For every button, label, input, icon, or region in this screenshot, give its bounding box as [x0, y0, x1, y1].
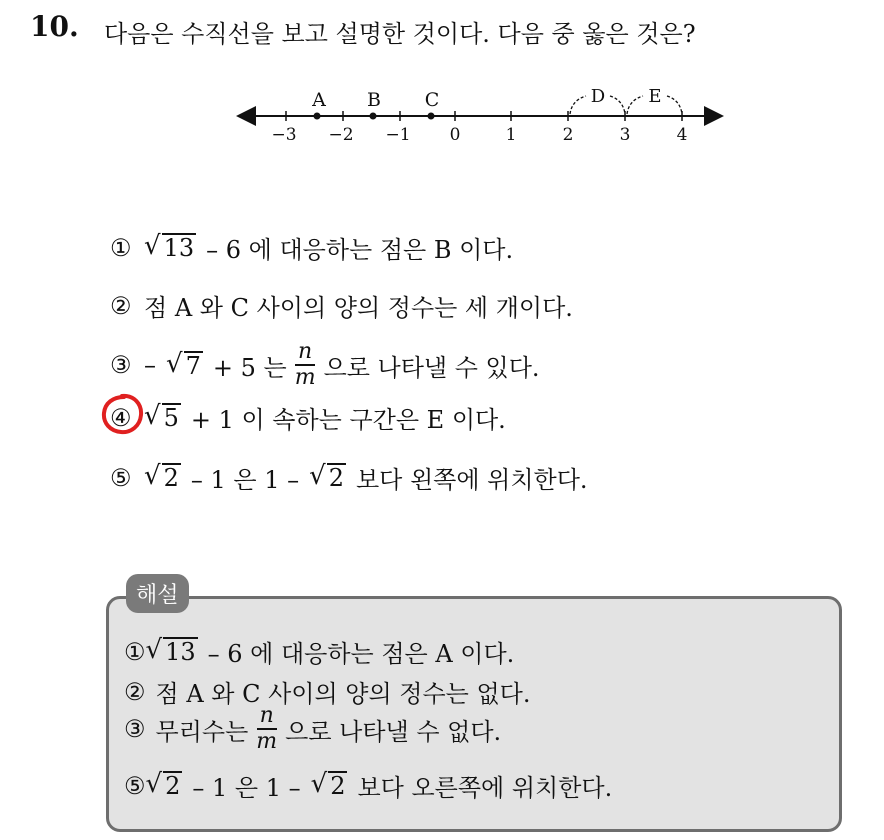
choice-text: – 6 에 대응하는 점은 B 이다. [206, 236, 514, 264]
explanation-mark: ⑤ [124, 771, 146, 800]
point-a [314, 113, 321, 120]
point-label-a: A [312, 89, 326, 111]
explanation-mark: ③ [124, 715, 146, 744]
choice-3[interactable] [110, 340, 540, 390]
tick-label: 2 [562, 125, 574, 145]
explanation-line-3 [124, 704, 501, 754]
choice-mid: + 5 는 [212, 353, 287, 382]
sqrt-expression: √ 2 [145, 769, 181, 801]
explanation-label: 해설 [126, 574, 189, 613]
choice-text: 보다 왼쪽에 위치한다. [355, 466, 588, 494]
point-c [428, 113, 435, 120]
choice-text: + 1 이 속하는 구간은 E 이다. [190, 406, 506, 434]
answer-circle-mark [100, 392, 144, 436]
number-line [230, 86, 730, 156]
explanation-text: – 6 에 대응하는 점은 A 이다. [207, 640, 515, 668]
sqrt-expression: √ 7 [166, 348, 201, 380]
explanation-prefix: 무리수는 [155, 717, 249, 746]
choice-mark: ⑤ [110, 463, 132, 492]
point-label-b: B [367, 89, 381, 111]
choice-text: 으로 나타낼 수 있다. [323, 353, 540, 382]
choice-mid: – 1 은 1 – [190, 466, 300, 494]
sqrt-expression: √ 13 [145, 635, 196, 667]
interval-label-d: D [590, 86, 606, 107]
choice-text: 점 A 와 C 사이의 양의 정수는 세 개이다. [144, 294, 573, 322]
choice-1[interactable] [110, 230, 513, 265]
choice-mark: ④ [110, 403, 132, 432]
tick-label: 1 [505, 125, 517, 145]
tick-label: 0 [449, 125, 461, 145]
interval-label-e: E [648, 86, 662, 107]
interval-arcs [570, 96, 682, 114]
explanation-line-1 [124, 634, 514, 669]
explanation-mid: – 1 은 1 – [192, 774, 301, 802]
explanation-text: 보다 오른쪽에 위치한다. [357, 774, 613, 802]
question-text: 다음은 수직선을 보고 설명한 것이다. 다음 중 옳은 것은? [104, 20, 696, 48]
question-number: 10. [30, 10, 79, 43]
choice-mark: ③ [110, 351, 132, 380]
tick-label: −1 [385, 125, 411, 145]
explanation-mark: ② [124, 677, 146, 706]
choice-4[interactable] [110, 400, 506, 435]
choice-mark: ① [110, 233, 132, 262]
tick-label: −2 [328, 125, 354, 145]
tick-label: 3 [619, 125, 631, 145]
sqrt-expression: √ 5 [144, 401, 179, 433]
choice-mark: ② [110, 291, 132, 320]
sqrt-expression: √ 2 [144, 461, 179, 493]
sqrt-expression: √ 13 [144, 231, 195, 263]
explanation-mark: ① [124, 637, 146, 666]
fraction: $\frac{n}{m}$ [294, 339, 316, 391]
fraction: $\frac{n}{m}$ [256, 703, 278, 755]
sqrt-expression: √ 2 [309, 461, 344, 493]
choice-5[interactable] [110, 460, 588, 495]
explanation-text: 점 A 와 C 사이의 양의 정수는 없다. [155, 680, 531, 708]
explanation-text: 으로 나타낼 수 없다. [285, 717, 502, 746]
point-b [370, 113, 377, 120]
choice-prefix: – [144, 351, 156, 380]
choice-2[interactable] [110, 288, 573, 323]
tick-label: 4 [676, 125, 688, 145]
sqrt-expression: √ 2 [310, 769, 346, 801]
explanation-line-4 [124, 768, 612, 803]
point-label-c: C [424, 89, 440, 111]
tick-label: −3 [271, 125, 297, 145]
